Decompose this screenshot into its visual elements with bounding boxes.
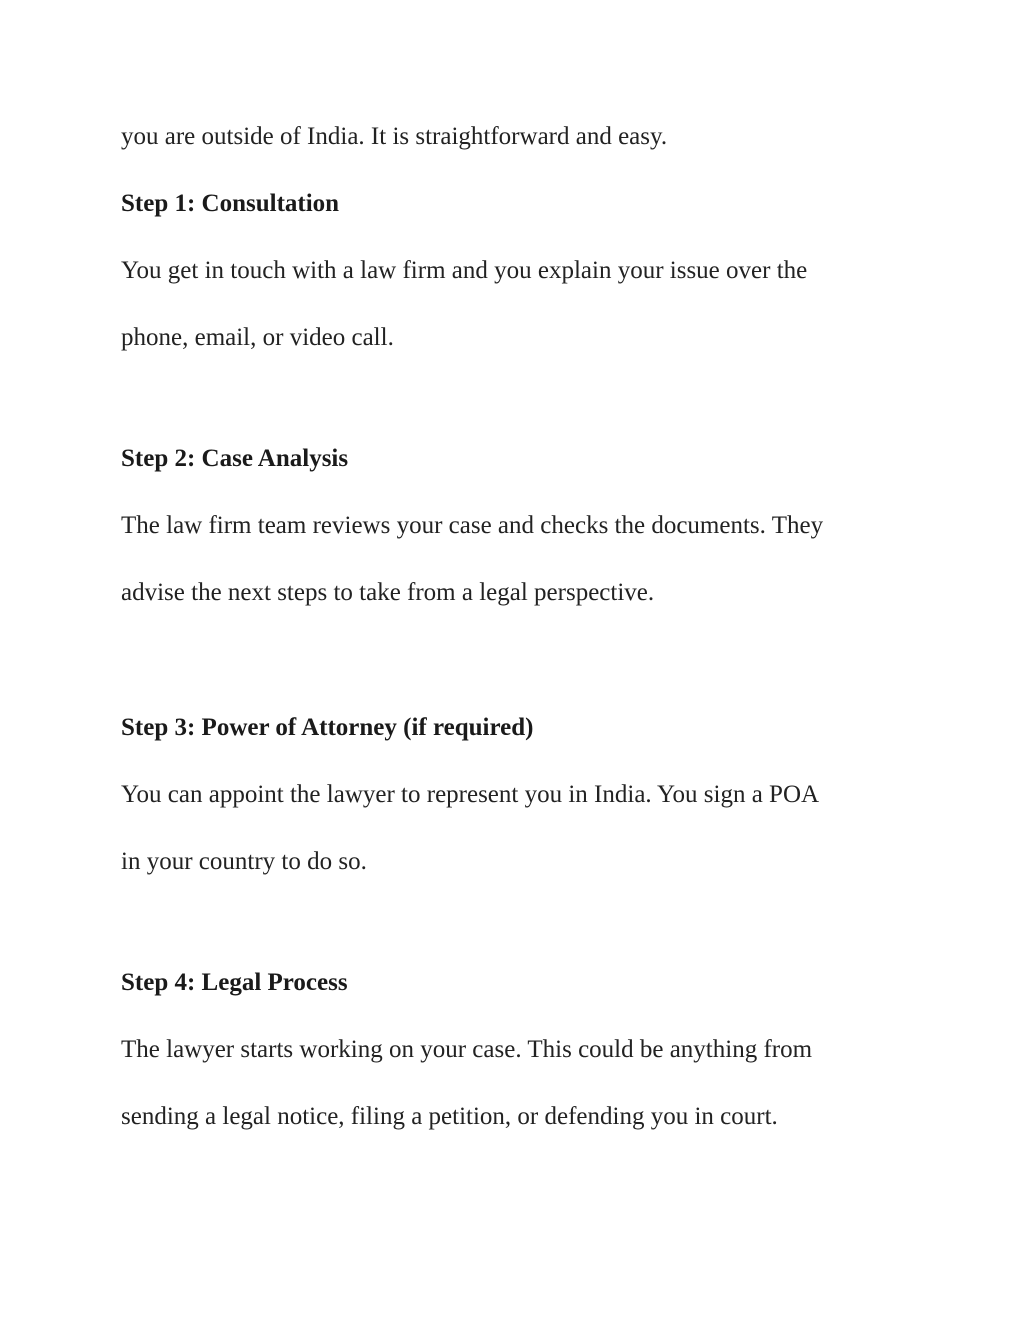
step-1-heading: Step 1: Consultation	[121, 190, 340, 217]
step-4-text-line-1: The lawyer starts working on your case. This could be anything from	[121, 1036, 813, 1063]
step-1-text-line-1: You get in touch with a law firm and you explain your issue over the	[121, 257, 808, 284]
step-4-text-line-2: sending a legal notice, filing a petition, or defending you in court.	[121, 1103, 778, 1130]
step-1-text-line-2: phone, email, or video call.	[121, 324, 394, 351]
step-3-text-line-1: You can appoint the lawyer to represent you in India. You sign a POA	[121, 781, 820, 808]
step-3-heading: Step 3: Power of Attorney (if required)	[121, 714, 534, 741]
step-2-heading: Step 2: Case Analysis	[121, 445, 349, 472]
step-2-text-line-1: The law firm team reviews your case and checks the documents. They	[121, 512, 824, 539]
step-3-text-line-2: in your country to do so.	[121, 848, 367, 875]
intro-text-line: you are outside of India. It is straightforward and easy.	[121, 123, 668, 150]
step-2-text-line-2: advise the next steps to take from a legal perspective.	[121, 579, 655, 606]
step-4-heading: Step 4: Legal Process	[121, 969, 348, 996]
